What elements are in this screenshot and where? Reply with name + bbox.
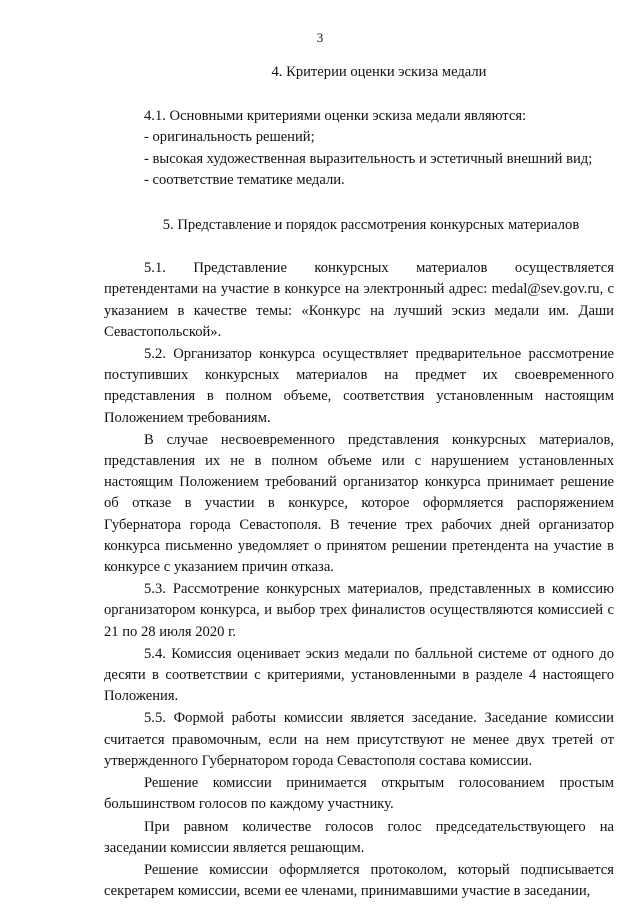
section-4-heading: 4. Критерии оценки эскиза медали	[271, 64, 487, 80]
paragraph-5-2: 5.2. Организатор конкурса осуществляет предварительное рассмотрение поступивших конкурсных материалов на предмет их своевременного представления в полном объеме, соответствия установленным настоящим Положением требованиям.	[104, 346, 614, 426]
section-5-heading: 5. Представление и порядок рассмотрения конкурсных материалов	[162, 217, 580, 234]
page-number: 3	[316, 30, 324, 45]
paragraph-voting: Решение комиссии принимается открытым голосованием простым большинством голосов по каждому участнику.	[104, 775, 614, 813]
criteria-item: - оригинальность решений;	[144, 129, 315, 146]
document-body	[104, 62, 614, 902]
paragraph-refusal: В случае несвоевременного представления конкурсных материалов, представления их не в полном объеме или с нарушением установленных настоящим Положением требований организатор конкурса принимает решение об отказе в участии в конкурсе, которое оформляется распоряжением Губернатора города Севастополя. В течение трех рабочих дней организатор конкурса письменно уведомляет о принятом решении претендента на участие в конкурсе с указанием причин отказа.	[104, 431, 614, 576]
paragraph-protocol: Решение комиссии оформляется протоколом, который подписывается секретарем комиссии, всеми ее членами, принимавшими участие в заседании,	[104, 861, 614, 900]
paragraph-5-1: 5.1. Представление конкурсных материалов осуществляется претендентами на участие в конкурсе на электронный адрес: medal@sev.gov.ru, с указанием в качестве темы: «Конкурс на лучший эскиз медали им. Даши Севастопольской».	[104, 260, 614, 340]
criteria-item: - высокая художественная выразительность и эстетичный внешний вид;	[144, 150, 593, 167]
paragraph-tie-vote: При равном количестве голосов голос председательствующего на заседании комиссии является решающим.	[104, 818, 614, 856]
section-5	[104, 215, 614, 902]
criteria-list	[104, 127, 614, 191]
paragraph-5-4: 5.4. Комиссия оценивает эскиз медали по балльной системе от одного до десяти в соответствии с критериями, установленными в разделе 4 настоящего Положения.	[104, 645, 614, 705]
paragraph-5-3: 5.3. Рассмотрение конкурсных материалов, представленных в комиссию организатором конкурса, и выбор трех финалистов осуществляются комиссией с 21 по 28 июля 2020 г.	[104, 581, 614, 640]
paragraph-5-5: 5.5. Формой работы комиссии является заседание. Заседание комиссии считается правомочным, если на нем присутствуют не менее двух третей от утвержденного Губернатором города Севастополя состава комиссии.	[104, 710, 614, 769]
section-4	[104, 62, 614, 191]
criteria-item: - соответствие тематике медали.	[144, 171, 345, 188]
criteria-intro: 4.1. Основными критериями оценки эскиза медали являются:	[144, 108, 527, 125]
